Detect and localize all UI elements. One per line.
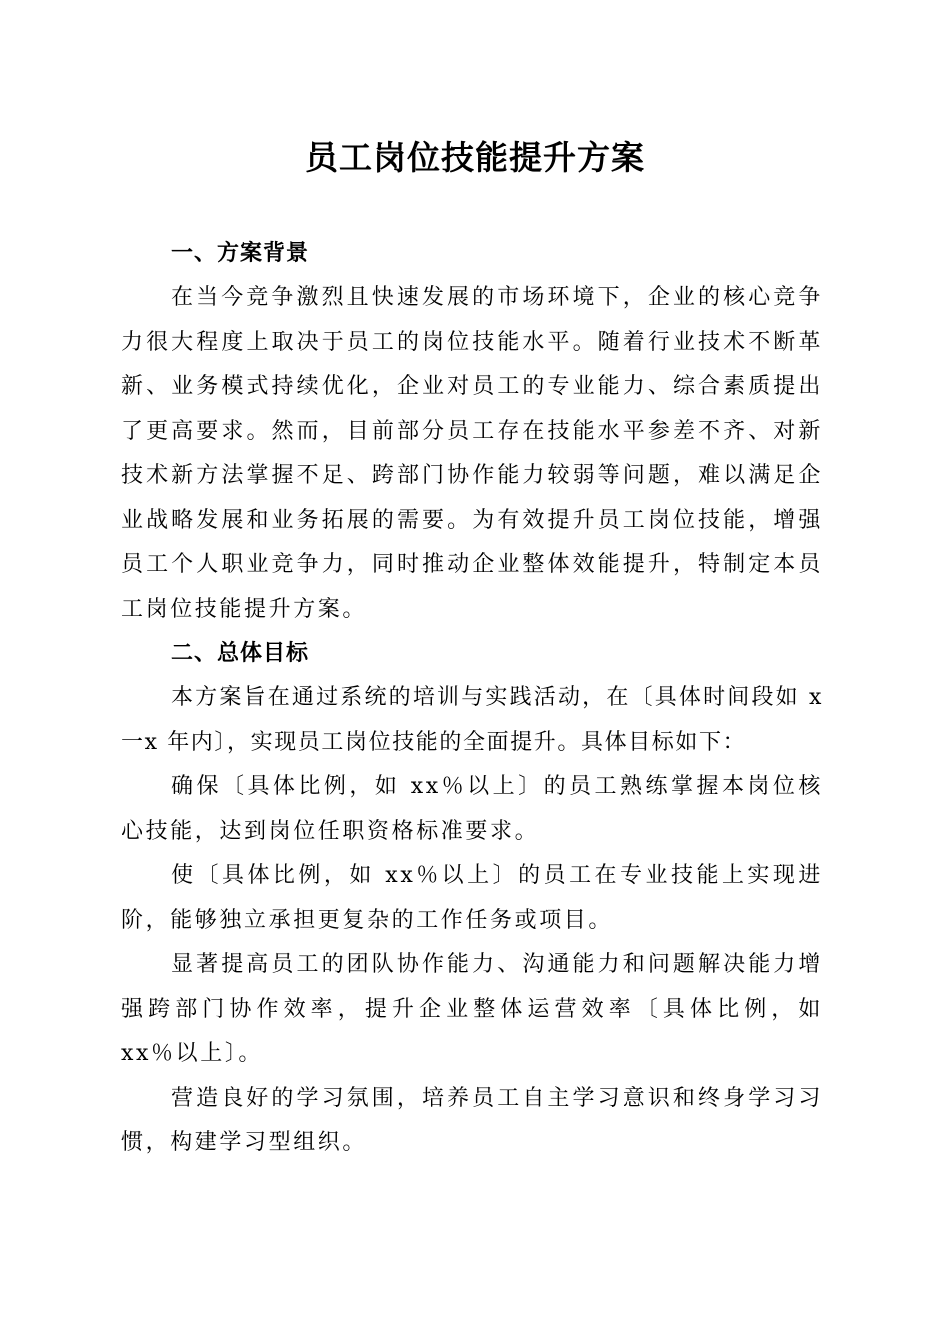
goal-paragraph-learning: 营造良好的学习氛围，培养员工自主学习意识和终身学习习惯，构建学习型组织。: [121, 1085, 823, 1155]
document-title: 员工岗位技能提升方案: [305, 138, 645, 177]
goal-paragraph-teamwork: 显著提高员工的团队协作能力、沟通能力和问题解决能力增强跨部门协作效率，提升企业整体运营效率〔具体比例，如 xx％以上〕。: [121, 952, 823, 1066]
section-heading-goals: 二、总体目标: [171, 641, 310, 666]
background-paragraph: 在当今竞争激烈且快速发展的市场环境下，企业的核心竞争力很大程度上取决于员工的岗位技能水平。随着行业技术不断革新、业务模式持续优化，企业对员工的专业能力、综合素质提出了更高要求。然而，目前部分员工存在技能水平参差不齐、对新技术新方法掌握不足、跨部门协作能力较弱等问题，难以满足企业战略发展和业务拓展的需要。为有效提升员工岗位技能，增强员工个人职业竞争力，同时推动企业整体效能提升，特制定本员工岗位技能提升方案。: [121, 285, 823, 622]
goal-paragraph-advancement: 使〔具体比例，如 xx％以上〕的员工在专业技能上实现进阶，能够独立承担更复杂的工作任务或项目。: [121, 863, 823, 933]
document-body: [121, 232, 823, 1166]
section-heading-background: 一、方案背景: [171, 241, 310, 266]
goal-paragraph-core-skills: 确保〔具体比例，如 xx％以上〕的员工熟练掌握本岗位核心技能，达到岗位任职资格标准要求。: [121, 774, 823, 844]
goals-intro-paragraph: 本方案旨在通过系统的培训与实践活动，在〔具体时间段如 x一x 年内〕，实现员工岗位技能的全面提升。具体目标如下：: [121, 685, 823, 755]
